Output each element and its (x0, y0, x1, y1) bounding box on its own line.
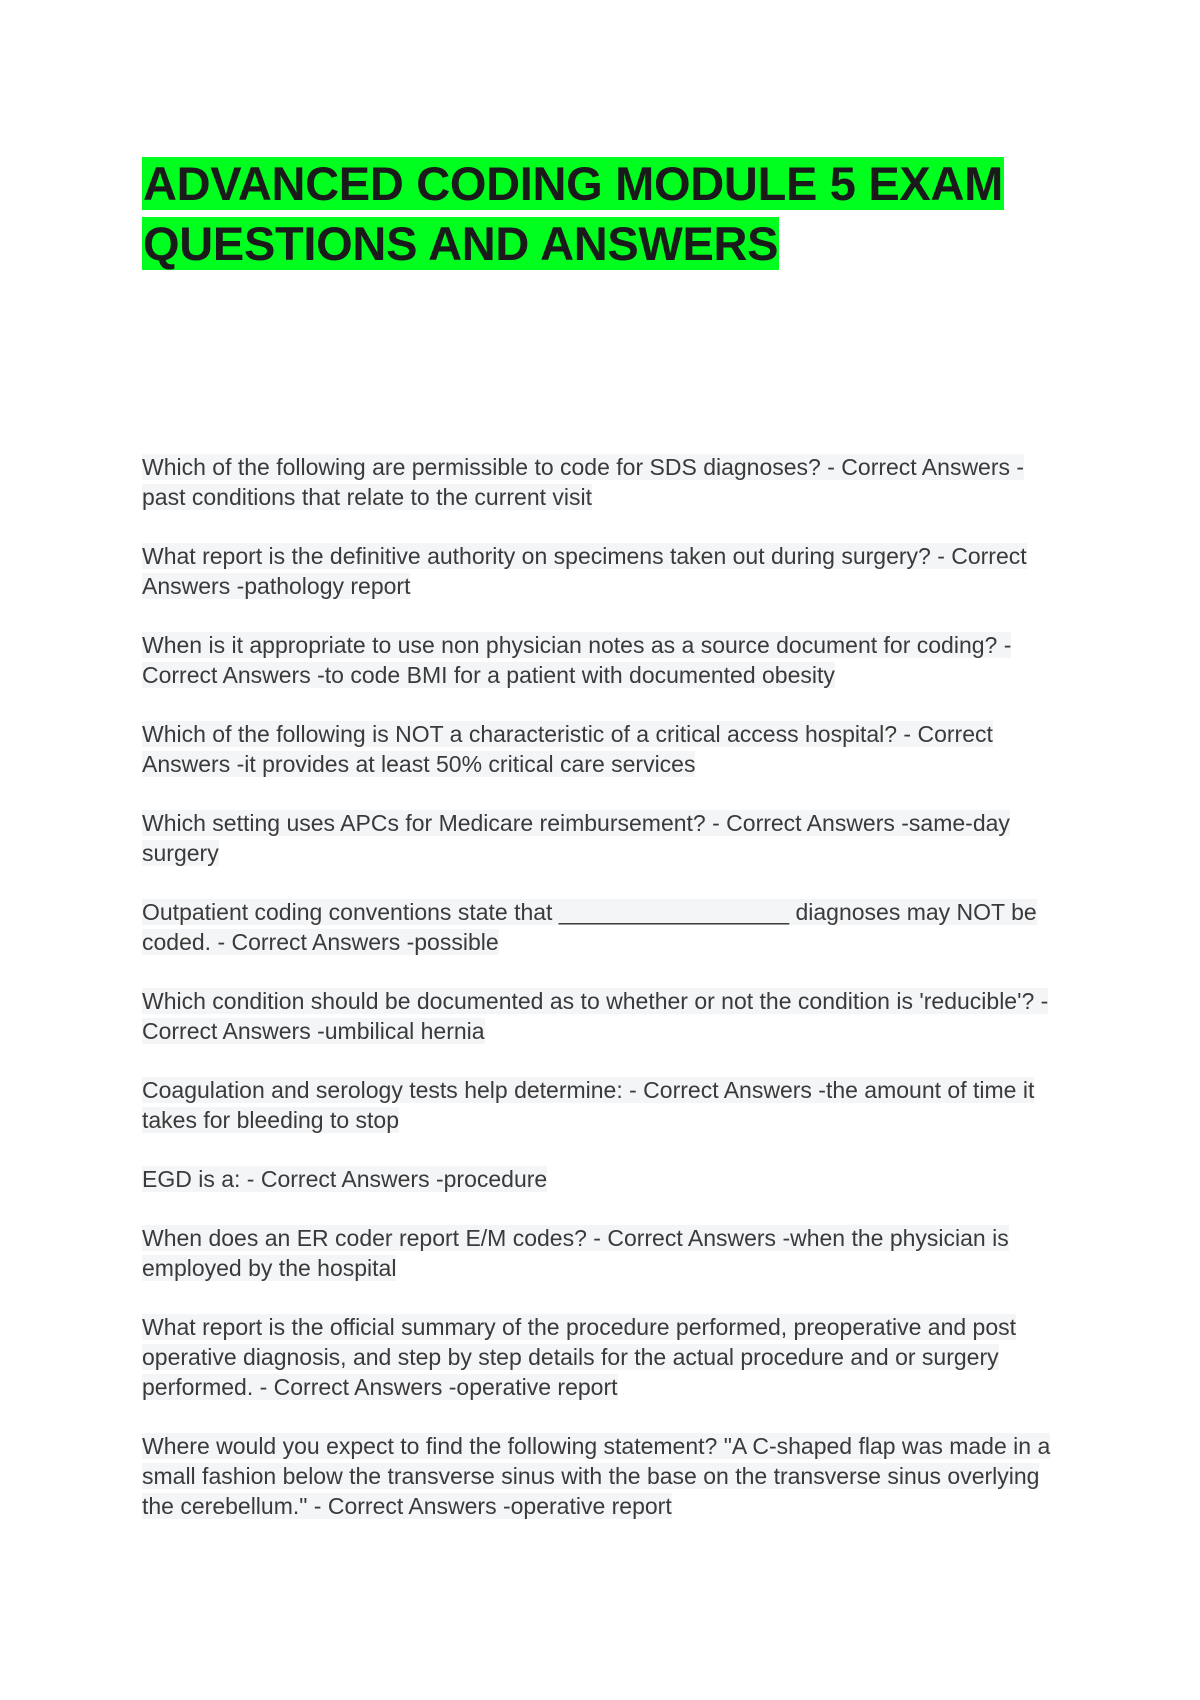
qa-text: Which condition should be documented as to whether or not the condition is 'reducible'? - Correct Answers -umbilical hernia (142, 988, 1049, 1044)
qa-text: Where would you expect to find the following statement? "A C-shaped flap was made in a small fashion below the transverse sinus with the base on the transverse sinus overlying the cerebellum." - Correct Answers -operative report (142, 1433, 1051, 1519)
qa-text: What report is the definitive authority on specimens taken out during surgery? - Correct Answers -pathology report (142, 543, 1027, 599)
qa-item (142, 808, 1062, 868)
qa-item (142, 452, 1062, 512)
qa-text: Which setting uses APCs for Medicare reimbursement? - Correct Answers -same-day surgery (142, 810, 1010, 866)
title-block (142, 154, 1042, 274)
qa-text: Outpatient coding conventions state that __________________ diagnoses may NOT be coded. - Correct Answers -possible (142, 899, 1037, 955)
qa-item (142, 986, 1062, 1046)
qa-text: Which of the following are permissible to code for SDS diagnoses? - Correct Answers - past conditions that relate to the current visit (142, 454, 1025, 510)
qa-text: When does an ER coder report E/M codes? - Correct Answers -when the physician is employed by the hospital (142, 1225, 1009, 1281)
qa-item (142, 1164, 1062, 1194)
qa-item (142, 719, 1062, 779)
qa-item (142, 1223, 1062, 1283)
qa-item (142, 1431, 1062, 1521)
qa-item (142, 541, 1062, 601)
qa-item (142, 1075, 1062, 1135)
title-line-2: QUESTIONS AND ANSWERS (143, 217, 779, 270)
qa-list (142, 452, 1062, 1550)
qa-text: EGD is a: - Correct Answers -procedure (142, 1166, 548, 1192)
qa-item (142, 630, 1062, 690)
qa-item (142, 1312, 1062, 1402)
document-title (142, 154, 1042, 274)
qa-text: When is it appropriate to use non physician notes as a source document for coding? - Correct Answers -to code BMI for a patient with documented obesity (142, 632, 1012, 688)
qa-text: What report is the official summary of the procedure performed, preoperative and post operative diagnosis, and step by step details for the actual procedure and or surgery performed. - Correct Answers -operative report (142, 1314, 1017, 1400)
qa-text: Which of the following is NOT a characteristic of a critical access hospital? - Correct Answers -it provides at least 50% critical care services (142, 721, 993, 777)
qa-item (142, 897, 1062, 957)
qa-text: Coagulation and serology tests help determine: - Correct Answers -the amount of time it takes for bleeding to stop (142, 1077, 1035, 1133)
title-line-1: ADVANCED CODING MODULE 5 EXAM (143, 157, 1003, 210)
